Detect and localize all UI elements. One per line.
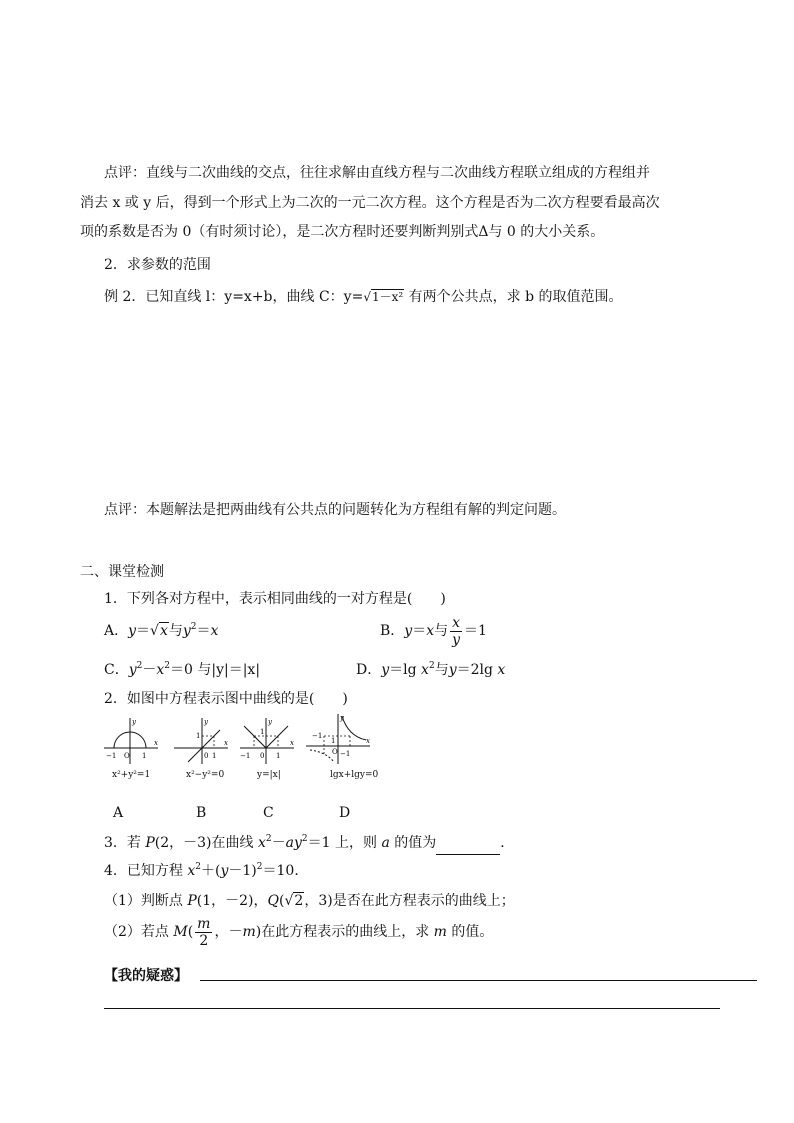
q3-tail: 的值为 <box>389 835 437 851</box>
q1-c-y: y <box>128 662 137 678</box>
q1-c-minus: － <box>142 662 157 678</box>
question-4-part-2: （2）若点 M( $\frac{m}{2}$ ，－m)在此方程表示的曲线上，求 m 的值。 <box>104 915 494 949</box>
q4-p2-fraction <box>195 916 212 949</box>
q4-mid: －1) <box>228 863 257 879</box>
q4-p2-end: 的值。 <box>446 924 494 940</box>
q1-b-num: x <box>450 615 462 632</box>
graph-b-line <box>172 716 232 766</box>
example-2-pre: 例 2．已知直线 l：y=x+b，曲线 C：y= <box>104 289 364 305</box>
question-4-part-1 <box>104 891 515 911</box>
q3-pre: 3．若 <box>104 835 146 851</box>
question-1-stem: 1．下列各对方程中，表示相同曲线的一对方程是( ) <box>104 591 446 607</box>
q4-p2-m2: m <box>433 924 447 940</box>
svg-text:−1: −1 <box>106 752 117 760</box>
q4-p1-pre: （1）判断点 <box>104 893 188 909</box>
svg-text:0: 0 <box>204 752 209 760</box>
q1-b-label: B． <box>380 623 405 639</box>
svg-text:y: y <box>268 718 272 726</box>
q1-d-mid: 与 <box>434 662 449 678</box>
q4-rest: ＝10． <box>262 863 309 879</box>
q4-p1-mid: (1，－2)， <box>196 893 268 909</box>
q1-b-fraction <box>450 615 462 648</box>
q1-a-mid: 与 <box>168 623 183 639</box>
svg-text:x: x <box>224 739 228 747</box>
q3-x: x <box>257 835 266 851</box>
section-title-parameter-range: 2．求参数的范围 <box>104 257 211 273</box>
class-check-title: 二、课堂检测 <box>80 564 164 580</box>
svg-text:O: O <box>332 748 338 756</box>
q1-a-rest: ＝ <box>196 623 211 639</box>
q1-b-den: y <box>452 631 461 648</box>
q3-sup2: 2 <box>301 834 308 844</box>
svg-text:x: x <box>290 739 294 747</box>
q1-c-label: C． <box>104 662 129 678</box>
my-doubts-label: 【我的疑惑】 <box>104 968 188 984</box>
sqrt-expression: √1－x² <box>363 290 404 304</box>
q1-d-x: x <box>421 662 429 678</box>
q3-y: y <box>293 835 302 851</box>
q2-option-a: A <box>113 805 124 821</box>
svg-text:y: y <box>204 718 208 726</box>
q4-p1-open: ( <box>279 893 285 909</box>
q1-b-mid: 与 <box>434 623 449 639</box>
svg-text:1: 1 <box>331 737 336 745</box>
q1-option-c <box>104 660 260 682</box>
caption-d: lgx+lgy=0 <box>330 770 379 780</box>
q4-p2-mid: ，－ <box>214 924 243 940</box>
q1-a-eq: ＝ <box>136 623 151 639</box>
svg-text:1: 1 <box>260 728 265 736</box>
svg-text:1: 1 <box>142 752 147 760</box>
example-2-post: 有两个公共点，求 b 的取值范围。 <box>404 289 623 305</box>
q1-b-rest: ＝1 <box>464 623 487 639</box>
q4-p1-rest: ，3)是否在此方程表示的曲线上； <box>304 893 515 909</box>
svg-text:0: 0 <box>260 752 265 760</box>
question-2-stem: 2．如图中方程表示图中曲线的是( ) <box>104 691 348 707</box>
svg-text:−1: −1 <box>240 752 251 760</box>
q3-minus: － <box>271 835 286 851</box>
q1-option-a <box>104 621 218 643</box>
q1-a-label: A． <box>104 623 129 639</box>
svg-text:1: 1 <box>212 752 217 760</box>
q4-sup1: 2 <box>195 862 201 872</box>
q4-p2-m-point: M <box>173 924 188 940</box>
q3-p: P <box>145 835 155 851</box>
q4-p2-num: m <box>197 915 211 932</box>
remark-line-1: 点评：直线与二次曲线的交点，往往求解由直线方程与二次曲线方程联立组成的方程组并 <box>104 165 650 181</box>
graph-a-circle <box>102 716 162 766</box>
q1-a-y2: y <box>182 623 191 639</box>
q1-d-eq: ＝lg <box>389 662 422 678</box>
caption-a: x²+y²=1 <box>112 770 151 780</box>
svg-text:x: x <box>154 739 158 747</box>
svg-text:y: y <box>132 718 136 726</box>
q1-d-sup: 2 <box>428 661 435 671</box>
caption-b: x²−y²=0 <box>186 770 225 780</box>
q4-p2-den: 2 <box>199 932 209 949</box>
svg-text:−1: −1 <box>312 732 323 740</box>
q1-d-eq2: ＝2lg <box>456 662 498 678</box>
doubts-line-2[interactable] <box>104 1008 720 1009</box>
q4-plus: ＋( <box>201 863 221 879</box>
q1-c-rest: ＝0 与|y|＝|x| <box>170 662 261 678</box>
q1-option-b <box>380 614 487 648</box>
q2-option-c: C <box>263 805 274 821</box>
q1-option-d <box>356 660 505 682</box>
q4-p2-rest: )在此方程表示的曲线上，求 <box>255 924 434 940</box>
q1-b-y: y <box>404 623 413 639</box>
doubts-line-1[interactable] <box>200 980 757 981</box>
remark-line-2: 消去 x 或 y 后，得到一个形式上为二次的一元二次方程。这个方程是否为二次方程要看最高次 <box>80 195 660 211</box>
q1-d-x2: x <box>497 662 506 678</box>
graph-c-abs <box>238 716 298 766</box>
svg-text:1: 1 <box>196 732 201 740</box>
q2-option-b: B <box>196 805 207 821</box>
example-2 <box>104 287 623 307</box>
q3-a2: a <box>381 835 390 851</box>
svg-text:1: 1 <box>276 752 281 760</box>
q4-x: x <box>187 863 196 879</box>
q1-b-x: x <box>426 623 435 639</box>
q4-p2-pre: （2）若点 <box>104 924 174 940</box>
q4-p1-radicand: 2 <box>294 893 304 909</box>
q3-a: a <box>285 835 294 851</box>
q1-a-sup: 2 <box>190 622 197 632</box>
q4-pre: 4．已知方程 <box>104 863 188 879</box>
q4-p1-q: Q <box>267 893 280 909</box>
caption-c: y=|x| <box>257 770 281 780</box>
q1-d-label: D． <box>356 662 382 678</box>
svg-text:O: O <box>124 752 130 760</box>
question-4-stem <box>104 861 308 883</box>
q1-c-x: x <box>156 662 165 678</box>
question-3 <box>104 833 514 855</box>
q1-d-y2: y <box>448 662 457 678</box>
q1-d-y: y <box>381 662 390 678</box>
svg-text:y: y <box>340 714 344 722</box>
q4-sup2: 2 <box>256 862 263 872</box>
q1-a-sqrt: √x <box>150 623 168 639</box>
q1-a-radicand: x <box>159 623 168 639</box>
svg-text:−1: −1 <box>340 750 351 758</box>
q3-answer-blank[interactable] <box>436 840 500 855</box>
sqrt-radicand: 1－x² <box>371 290 404 304</box>
q3-sup1: 2 <box>265 834 272 844</box>
q4-p1-p: P <box>187 893 197 909</box>
q1-a-y: y <box>128 623 137 639</box>
q3-end: ． <box>500 835 515 851</box>
q3-rest: ＝1 上，则 <box>307 835 382 851</box>
remark-2: 点评：本题解法是把两曲线有公共点的问题转化为方程组有解的判定问题。 <box>104 502 566 518</box>
q1-b-eq: ＝ <box>412 623 427 639</box>
q4-p1-sqrt: √2 <box>284 893 304 909</box>
q1-a-x2: x <box>210 623 219 639</box>
q3-coords: (2，－3)在曲线 <box>154 835 258 851</box>
q2-option-d: D <box>339 805 351 821</box>
q1-c-sup2: 2 <box>164 661 171 671</box>
graph-d-log <box>304 712 374 766</box>
q4-y: y <box>220 863 229 879</box>
remark-line-3: 项的系数是否为 0（有时须讨论），是二次方程时还要判断判别式Δ与 0 的大小关系。 <box>80 224 605 240</box>
q1-c-sup1: 2 <box>136 661 143 671</box>
q4-p2-m: m <box>242 924 256 940</box>
svg-text:x: x <box>366 737 370 745</box>
